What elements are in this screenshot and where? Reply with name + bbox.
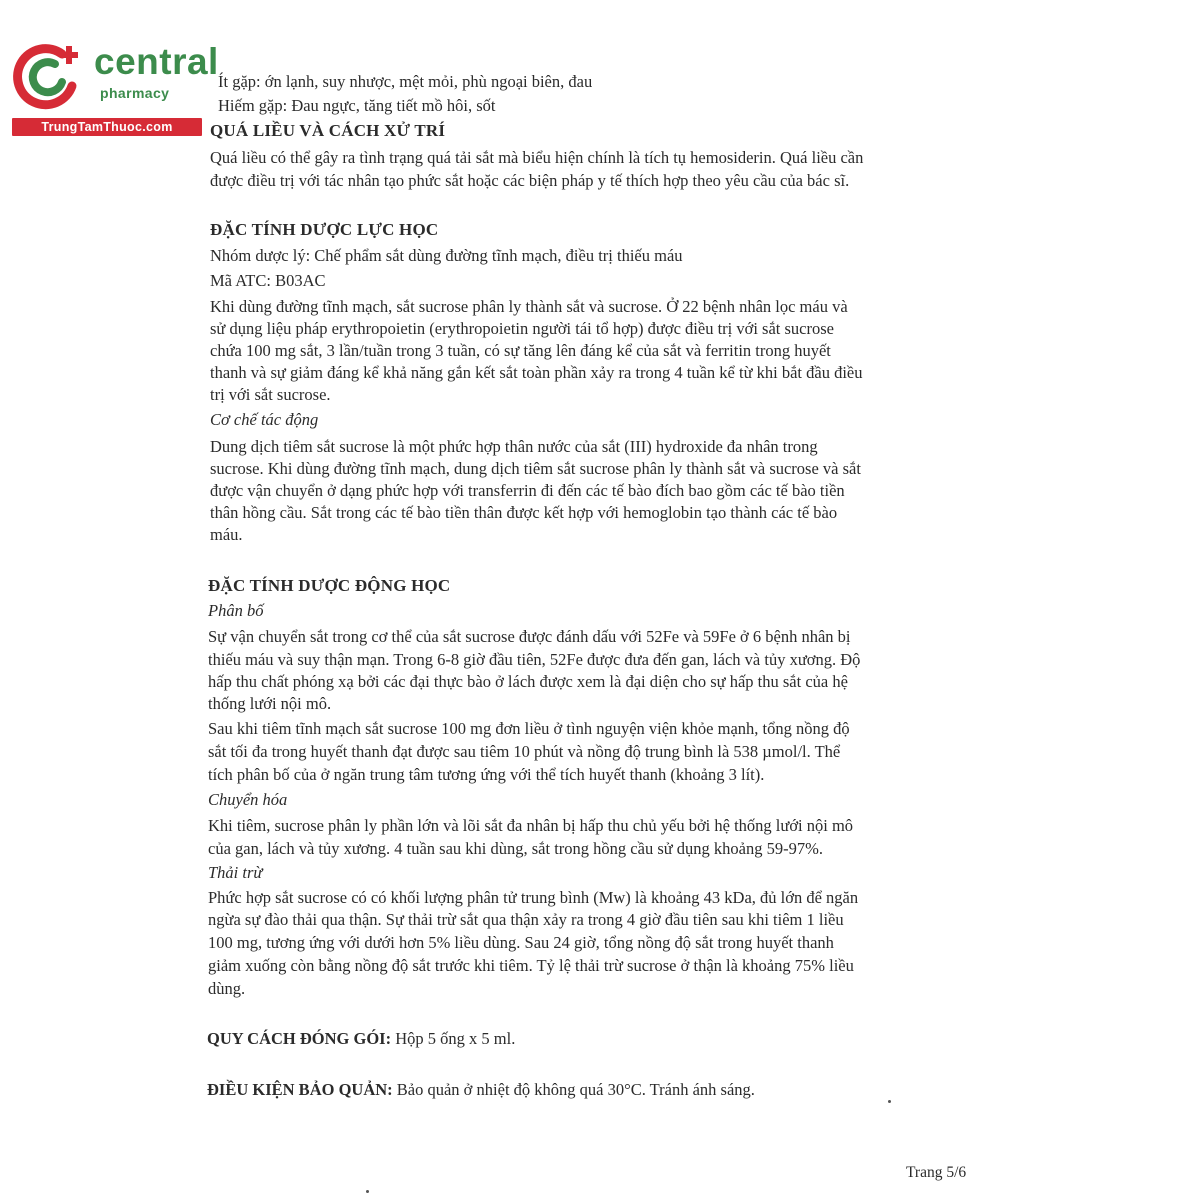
distribution-line: sắt tối đa trong huyết thanh đạt được sau tiêm 10 phút và nồng độ trung bình là 538 µmol/l. Thể [208, 742, 841, 761]
storage-value: Bảo quản ở nhiệt độ không quá 30°C. Tránh ánh sáng. [392, 1080, 755, 1099]
brand-banner: TrungTamThuoc.com [12, 118, 202, 136]
mechanism-line: máu. [210, 525, 243, 544]
page-number: Trang 5/6 [906, 1164, 967, 1181]
packaging-value: Hộp 5 ống x 5 ml. [391, 1029, 516, 1048]
pharmacokinetics-heading: ĐẶC TÍNH DƯỢC ĐỘNG HỌC [208, 576, 451, 595]
pharmacodynamics-line: chứa 100 mg sắt, 3 lần/tuần trong 3 tuần, có sự tăng lên đáng kể của sắt và ferritin trong huyết [210, 341, 831, 360]
scan-speck [366, 1190, 369, 1193]
scan-speck [888, 1100, 891, 1103]
mechanism-title: Cơ chế tác động [210, 410, 319, 429]
metabolism-line: Khi tiêm, sucrose phân ly phần lớn và lõi sắt đa nhân bị hấp thu chủ yếu bởi hệ thống lưới nội mô [208, 816, 854, 835]
atc-code: Mã ATC: B03AC [210, 271, 326, 290]
mechanism-line: được vận chuyển ở dạng phức hợp với transferrin đi đến các tế bào đích bao gồm các tế bào tiền [210, 481, 845, 500]
mechanism-line: thân hồng cầu. Sắt trong các tế bào tiền thân được kết hợp với hemoglobin tạo thành các tế bào [210, 503, 838, 522]
pharmacodynamics-line: thanh và sự giảm đáng kể khả năng gắn kết sắt toàn phần xảy ra trong 4 tuần kể từ khi bắt đầu điều [210, 363, 863, 382]
distribution-line: hấp thu chất phóng xạ bởi các đại thực bào ở lách được xem là đại diện cho sự hấp thu sắt của hệ [208, 672, 848, 691]
brand-name: central [94, 41, 219, 82]
elimination-title: Thải trừ [208, 863, 263, 882]
side-effects-rare: Hiếm gặp: Đau ngực, tăng tiết mồ hôi, sốt [218, 96, 496, 115]
pharmacodynamics-heading: ĐẶC TÍNH DƯỢC LỰC HỌC [210, 220, 439, 239]
overdose-line: Quá liều có thể gây ra tình trạng quá tải sắt mà biểu hiện chính là tích tụ hemosiderin. Quá liều cần [210, 148, 864, 167]
pharmacodynamics-line: Khi dùng đường tĩnh mạch, sắt sucrose phân ly thành sắt và sucrose. Ở 22 bệnh nhân lọc máu và [210, 297, 848, 316]
packaging-label: QUY CÁCH ĐÓNG GÓI: [207, 1029, 392, 1048]
pharmacodynamics-line: sử dụng liệu pháp erythropoietin (erythropoietin người tái tổ hợp) được điều trị với sắt sucrose [210, 319, 834, 338]
brand-subtitle: pharmacy [100, 85, 170, 101]
elimination-line: giảm xuống còn bằng nồng độ sắt trước khi tiêm. Tỷ lệ thải trừ sucrose ở thận là khoảng 75% liều [208, 956, 854, 975]
mechanism-line: sucrose. Khi dùng đường tĩnh mạch, dung dịch tiêm sắt sucrose phân ly thành sắt và sucrose và sắt [210, 459, 861, 478]
overdose-line: được điều trị với tác nhân tạo phức sắt hoặc các biện pháp y tế thích hợp theo yêu cầu của bác sĩ. [210, 171, 850, 190]
elimination-line: 100 mg, tương ứng với dưới hơn 5% liều dùng. Sau 24 giờ, tổng nồng độ sắt trong huyết thanh [208, 933, 834, 952]
pharmacological-group: Nhóm dược lý: Chế phẩm sắt dùng đường tĩnh mạch, điều trị thiếu máu [210, 246, 683, 265]
elimination-line: ngừa sự đào thải qua thận. Sự thải trừ sắt qua thận xảy ra trong 4 giờ đầu tiên sau khi tiêm 1 liều [208, 910, 844, 929]
distribution-line: tích phân bố của ở ngăn trung tâm tương ứng với thể tích huyết thanh (khoảng 3 lít). [208, 765, 765, 784]
mechanism-line: Dung dịch tiêm sắt sucrose là một phức hợp thân nước của sắt (III) hydroxide đa nhân trong [210, 437, 818, 456]
distribution-title: Phân bố [208, 601, 264, 620]
metabolism-title: Chuyển hóa [208, 790, 288, 809]
storage-info [207, 1080, 755, 1100]
pharmacodynamics-line: trị với sắt sucrose. [210, 385, 331, 404]
elimination-line: dùng. [208, 979, 246, 998]
distribution-line: thiếu máu và suy thận mạn. Trong 6-8 giờ đầu tiên, 52Fe được đưa đến gan, lách và tủy xương. Độ [208, 650, 861, 669]
overdose-heading: QUÁ LIỀU VÀ CÁCH XỬ TRÍ [210, 121, 446, 140]
packaging-info [207, 1029, 515, 1049]
side-effects-uncommon: Ít gặp: ớn lạnh, suy nhược, mệt mỏi, phù ngoại biên, đau [218, 72, 593, 91]
storage-label: ĐIỀU KIỆN BẢO QUẢN: [207, 1080, 393, 1099]
elimination-line: Phức hợp sắt sucrose có có khối lượng phân tử trung bình (Mw) là khoảng 43 kDa, đủ lớn để ngăn [208, 888, 859, 907]
distribution-line: thống lưới nội mô. [208, 694, 332, 713]
distribution-line: Sự vận chuyển sắt trong cơ thể của sắt sucrose được đánh dấu với 52Fe và 59Fe ở 6 bệnh nhân bị [208, 627, 851, 646]
metabolism-line: của gan, lách và tủy xương. 4 tuần sau khi dùng, sắt trong hồng cầu sử dụng khoảng 59-97%. [208, 839, 823, 858]
distribution-line: Sau khi tiêm tĩnh mạch sắt sucrose 100 mg đơn liều ở tình nguyện viện khỏe mạnh, tổng nồng độ [208, 719, 850, 738]
